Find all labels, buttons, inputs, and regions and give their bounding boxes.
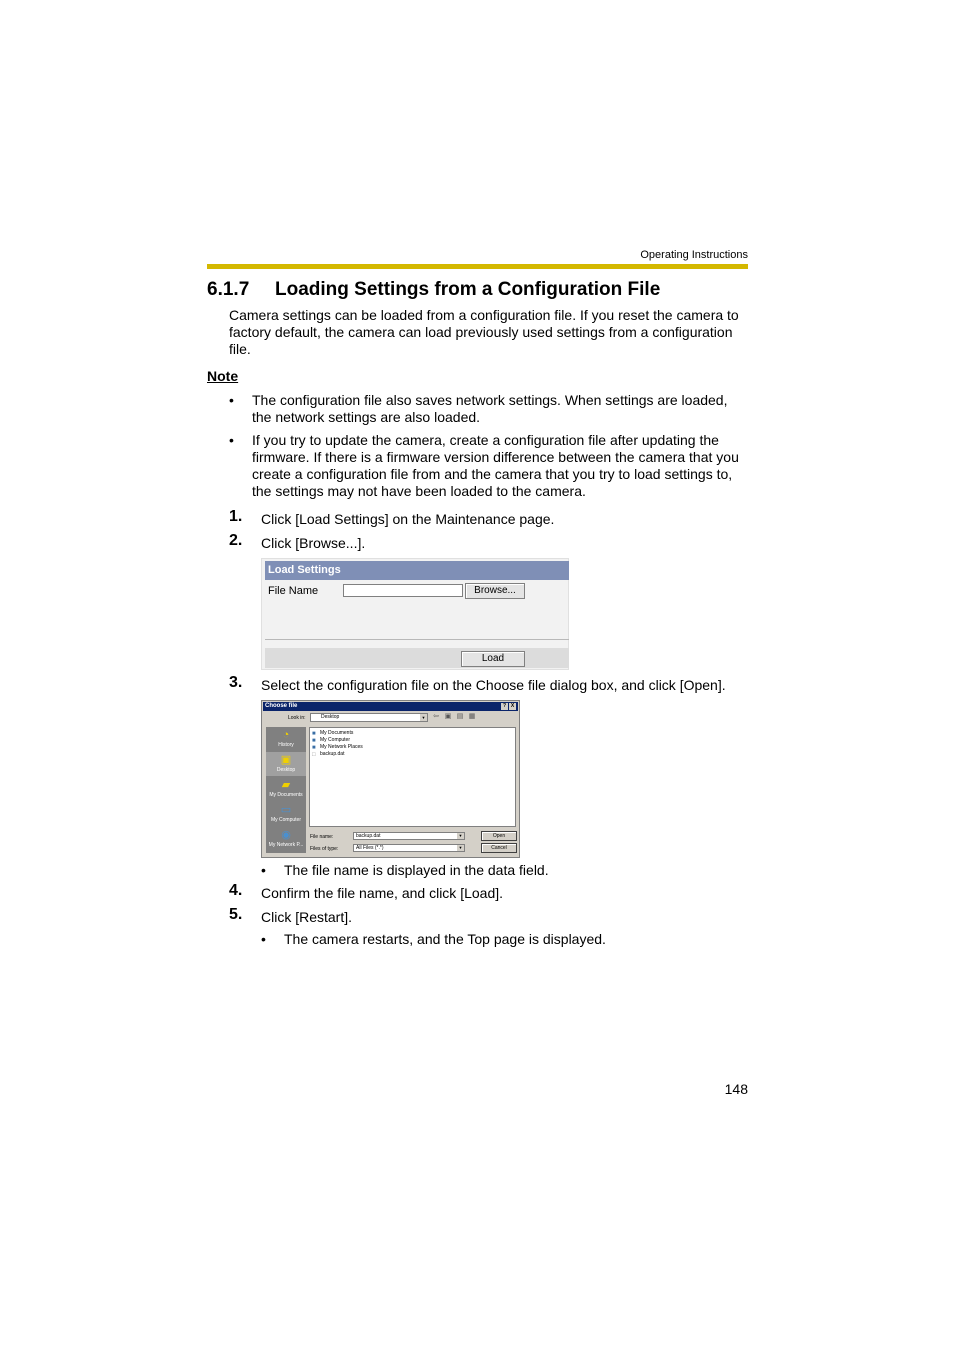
computer-icon: ▭ xyxy=(280,804,292,816)
browse-button[interactable]: Browse... xyxy=(465,583,525,599)
place-my-documents[interactable] xyxy=(266,777,306,801)
step-number: 5. xyxy=(229,906,243,923)
up-folder-icon[interactable]: ▣ xyxy=(444,713,452,720)
dialog-title-bar xyxy=(263,702,518,711)
header-rule xyxy=(207,264,748,269)
note-bullet-text: If you try to update the camera, create a configuration file after updating the firmware. If there is a firmware version difference between the camera that you create a configuration file from and the camera that you try to load settings to, the settings may not have been loaded to the camera. xyxy=(252,432,739,499)
load-settings-title: Load Settings xyxy=(265,561,569,580)
item-label: My Computer xyxy=(320,737,351,743)
choose-file-dialog xyxy=(261,700,520,858)
note-bullet xyxy=(229,432,749,500)
place-label: My Network P... xyxy=(268,842,304,848)
place-history[interactable] xyxy=(266,727,306,751)
place-label: My Documents xyxy=(269,792,303,798)
history-icon: ◔ xyxy=(282,729,290,741)
folder-icon: ■ xyxy=(312,731,316,737)
sub-bullet-text: The file name is displayed in the data field. xyxy=(284,862,549,878)
note-heading: Note xyxy=(207,368,239,384)
step-text: Click [Browse...]. xyxy=(261,535,366,551)
section-title-text: Loading Settings from a Configuration File xyxy=(275,279,661,300)
file-icon: □ xyxy=(312,752,316,758)
list-item[interactable] xyxy=(312,751,344,758)
item-label: My Network Places xyxy=(320,744,363,750)
step-text: Click [Load Settings] on the Maintenance page. xyxy=(261,511,555,527)
sub-bullet-text: The camera restarts, and the Top page is displayed. xyxy=(284,931,606,947)
file-type-label: Files of type: xyxy=(310,846,339,852)
step-text: Confirm the file name, and click [Load]. xyxy=(261,885,504,901)
new-folder-icon[interactable]: ▤ xyxy=(456,713,464,720)
note-bullet xyxy=(229,392,749,426)
chevron-down-icon[interactable]: ▼ xyxy=(421,715,426,720)
close-button[interactable]: X xyxy=(510,703,515,709)
list-item[interactable] xyxy=(312,744,363,751)
place-my-network[interactable] xyxy=(266,827,306,851)
step-number: 2. xyxy=(229,532,243,549)
bullet-dot: • xyxy=(229,432,234,448)
chevron-down-icon[interactable]: ▼ xyxy=(458,833,463,838)
section-title xyxy=(207,279,660,301)
look-in-value: Desktop xyxy=(321,714,340,720)
help-button[interactable]: ? xyxy=(502,703,507,709)
place-label: Desktop xyxy=(276,767,296,773)
file-name-label: File name: xyxy=(310,834,334,840)
file-name-input[interactable] xyxy=(343,584,463,597)
bullet-dot: • xyxy=(229,392,234,408)
intro-paragraph: Camera settings can be loaded from a configuration file. If you reset the camera to factory default, the camera can load previously used settings from a configuration file. xyxy=(229,307,739,357)
place-label: History xyxy=(278,742,294,748)
step-text: Click [Restart]. xyxy=(261,909,353,925)
open-button[interactable]: Open xyxy=(481,831,517,841)
look-in-dropdown[interactable] xyxy=(310,713,428,722)
step-number: 4. xyxy=(229,882,243,899)
file-name-label: File Name xyxy=(268,585,319,597)
step-text: Select the configuration file on the Choose file dialog box, and click [Open]. xyxy=(261,677,726,693)
load-settings-panel xyxy=(261,558,569,670)
file-name-value: backup.dat xyxy=(356,833,381,839)
file-name-combobox[interactable] xyxy=(353,832,465,840)
list-item[interactable] xyxy=(312,737,350,744)
panel-divider xyxy=(265,639,569,640)
section-number: 6.1.7 xyxy=(207,279,250,300)
network-icon: ◉ xyxy=(281,829,291,841)
place-my-computer[interactable] xyxy=(266,802,306,826)
list-item[interactable] xyxy=(312,730,353,737)
place-label: My Computer xyxy=(270,817,301,823)
folder-icon: ▰ xyxy=(281,779,291,791)
page-number: 148 xyxy=(724,1081,748,1097)
network-icon: ■ xyxy=(312,745,316,751)
item-label: My Documents xyxy=(320,730,354,736)
place-desktop[interactable] xyxy=(266,752,306,776)
running-header: Operating Instructions xyxy=(640,249,748,261)
file-type-value: All Files (*.*) xyxy=(356,845,384,851)
dialog-title: Choose file xyxy=(265,703,298,709)
bullet-dot: • xyxy=(261,862,266,878)
load-button[interactable]: Load xyxy=(461,651,525,667)
file-list[interactable] xyxy=(309,727,516,827)
cancel-button[interactable]: Cancel xyxy=(481,843,517,853)
file-type-select[interactable] xyxy=(353,844,465,852)
chevron-down-icon[interactable]: ▼ xyxy=(458,845,463,850)
desktop-icon: ▣ xyxy=(280,754,292,766)
places-bar xyxy=(266,727,306,853)
back-icon[interactable]: ⇦ xyxy=(433,713,439,720)
look-in-label: Look in: xyxy=(288,715,306,721)
step-number: 1. xyxy=(229,508,243,525)
note-bullet-text: The configuration file also saves network settings. When settings are loaded, the network settings are also loaded. xyxy=(252,392,728,425)
view-menu-icon[interactable]: ▦ xyxy=(468,713,476,720)
item-label: backup.dat xyxy=(320,751,345,757)
bullet-dot: • xyxy=(261,931,266,947)
step-number: 3. xyxy=(229,674,243,691)
computer-icon: ■ xyxy=(312,738,316,744)
